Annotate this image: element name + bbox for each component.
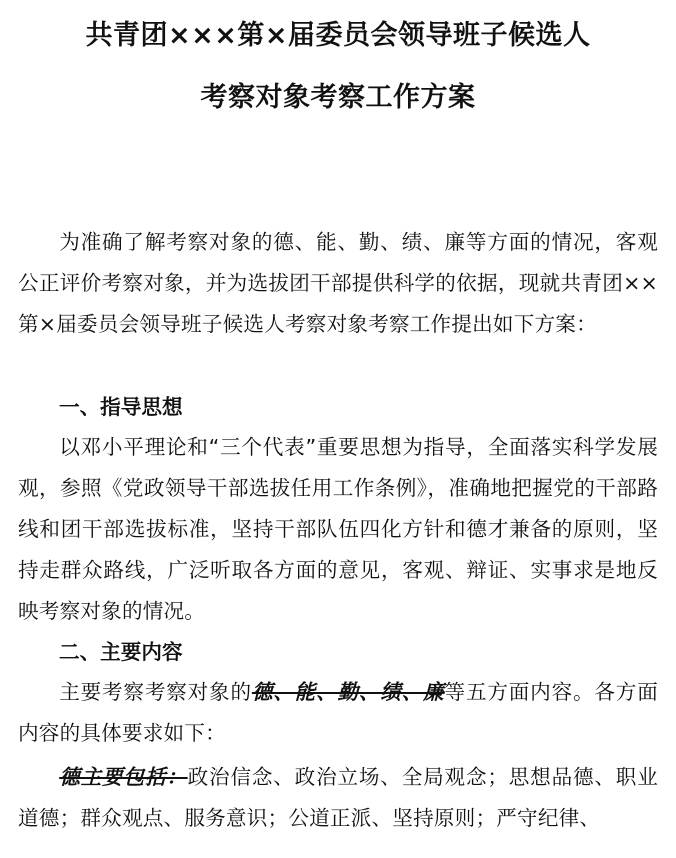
section-2-text-before: 主要考察考察对象的	[59, 680, 252, 704]
de-requirements-paragraph	[18, 757, 658, 839]
section-2-text-after: 等五方面内容。各方面内容的具体要求如下：	[18, 680, 658, 745]
intro-paragraph: 为准确了解考察对象的德、能、勤、绩、廉等方面的情况，客观公正评价考察对象，并为选拔团干部提供科学的依据，现就共青团××第×届委员会领导班子候选人考察对象考察工作提出如下方案：	[18, 230, 658, 336]
document-title-line-2: 考察对象考察工作方案	[200, 82, 476, 113]
de-requirements-text: 政治信念、政治立场、全局观念；思想品德、职业道德；群众观点、服务意识；公道正派、坚持原则；严守纪律、	[18, 765, 658, 830]
struck-text-five-aspects: 德、能、勤、绩、廉	[251, 680, 445, 704]
struck-text-de-label: 德主要包括：	[59, 765, 188, 789]
section-1-paragraph: 以邓小平理论和“三个代表”重要思想为指导，全面落实科学发展观，参照《党政领导干部选拔任用工作条例》，准确地把握党的干部路线和团干部选拔标准，坚持干部队伍四化方针和德才兼备的原则，坚持走群众路线，广泛听取各方面的意见，客观、辩证、实事求是地反映考察对象的情况。	[18, 435, 658, 623]
section-2-paragraph	[18, 672, 658, 754]
document-title-line-1: 共青团×××第×届委员会领导班子候选人	[85, 20, 591, 51]
section-2-heading: 二、主要内容	[59, 640, 183, 664]
section-1-heading: 一、指导思想	[59, 395, 183, 419]
